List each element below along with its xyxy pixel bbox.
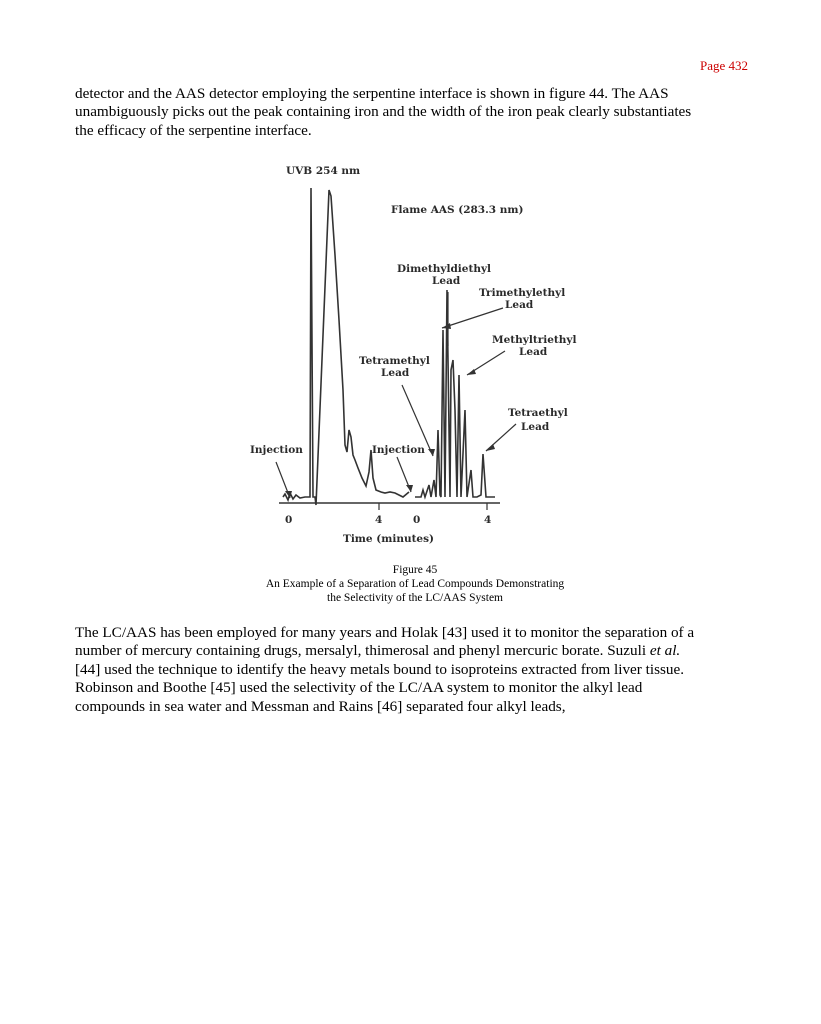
paragraph-line: detector and the AAS detector employing the serpentine interface is shown in figure 44. The AAS bbox=[75, 85, 669, 102]
paragraph-line: Robinson and Boothe [45] used the selectivity of the LC/AA system to monitor the alkyl lead bbox=[75, 679, 643, 697]
label-tetramethyl-lead: Lead bbox=[381, 367, 410, 379]
paragraph-line: compounds in sea water and Messman and Rains [46] separated four alkyl leads, bbox=[75, 697, 566, 715]
paragraph-line: number of mercury containing drugs, mersalyl, thimerosal and phenyl mercuric borate. Suzuli bbox=[75, 642, 650, 660]
aas-trace-line bbox=[415, 290, 495, 497]
label-tetramethyl: Tetramethyl bbox=[359, 355, 430, 367]
label-injection-aas: Injection bbox=[372, 444, 425, 456]
aas-title: Flame AAS (283.3 nm) bbox=[391, 204, 524, 216]
label-methyltriethyl: Methyltriethyl bbox=[492, 334, 577, 346]
label-methyltriethyl-lead: Lead bbox=[519, 346, 548, 358]
body-paragraph bbox=[75, 624, 755, 716]
intro-paragraph bbox=[75, 85, 755, 140]
label-trimethylethyl-lead: Lead bbox=[505, 299, 534, 311]
tick-label-aas-0: 0 bbox=[413, 514, 421, 526]
arrow-head bbox=[428, 449, 435, 456]
chromatogram-svg bbox=[245, 160, 590, 555]
figure-45-chart bbox=[245, 160, 590, 555]
label-dimethyldiethyl: Dimethyldiethyl bbox=[397, 263, 492, 275]
et-al-italic: et al. bbox=[649, 642, 681, 660]
tick-label-uv-4: 4 bbox=[375, 514, 383, 526]
figure-caption-line: the Selectivity of the LC/AAS System bbox=[327, 592, 503, 604]
paragraph-line: [44] used the technique to identify the heavy metals bound to isoproteins extracted from liver tissue. bbox=[75, 660, 685, 678]
tick-label-aas-4: 4 bbox=[484, 514, 492, 526]
arrow-head bbox=[486, 444, 495, 451]
paragraph-line: the efficacy of the serpentine interface. bbox=[75, 121, 312, 139]
tick-label-uv-0: 0 bbox=[285, 514, 293, 526]
page-number: Page 432 bbox=[699, 58, 748, 73]
uv-trace-line bbox=[283, 188, 409, 505]
label-dimethyldiethyl-lead: Lead bbox=[432, 275, 461, 287]
paragraph-line: unambiguously picks out the peak containing iron and the width of the iron peak clearly substantiates bbox=[75, 103, 692, 121]
label-tetraethyl-lead: Lead bbox=[521, 421, 550, 433]
figure-caption-line: An Example of a Separation of Lead Compounds Demonstrating bbox=[265, 578, 565, 590]
arrow-head bbox=[406, 485, 413, 492]
figure-number: Figure 45 bbox=[392, 564, 438, 576]
x-axis-label: Time (minutes) bbox=[343, 533, 434, 545]
label-trimethylethyl: Trimethylethyl bbox=[479, 287, 566, 299]
paragraph-line: The LC/AAS has been employed for many years and Holak [43] used it to monitor the separation of a bbox=[75, 624, 695, 641]
uv-title: UVB 254 nm bbox=[286, 165, 361, 177]
arrow-trimethylethyl bbox=[442, 308, 503, 328]
label-tetraethyl: Tetraethyl bbox=[508, 407, 568, 419]
label-injection-uv: Injection bbox=[250, 444, 303, 456]
